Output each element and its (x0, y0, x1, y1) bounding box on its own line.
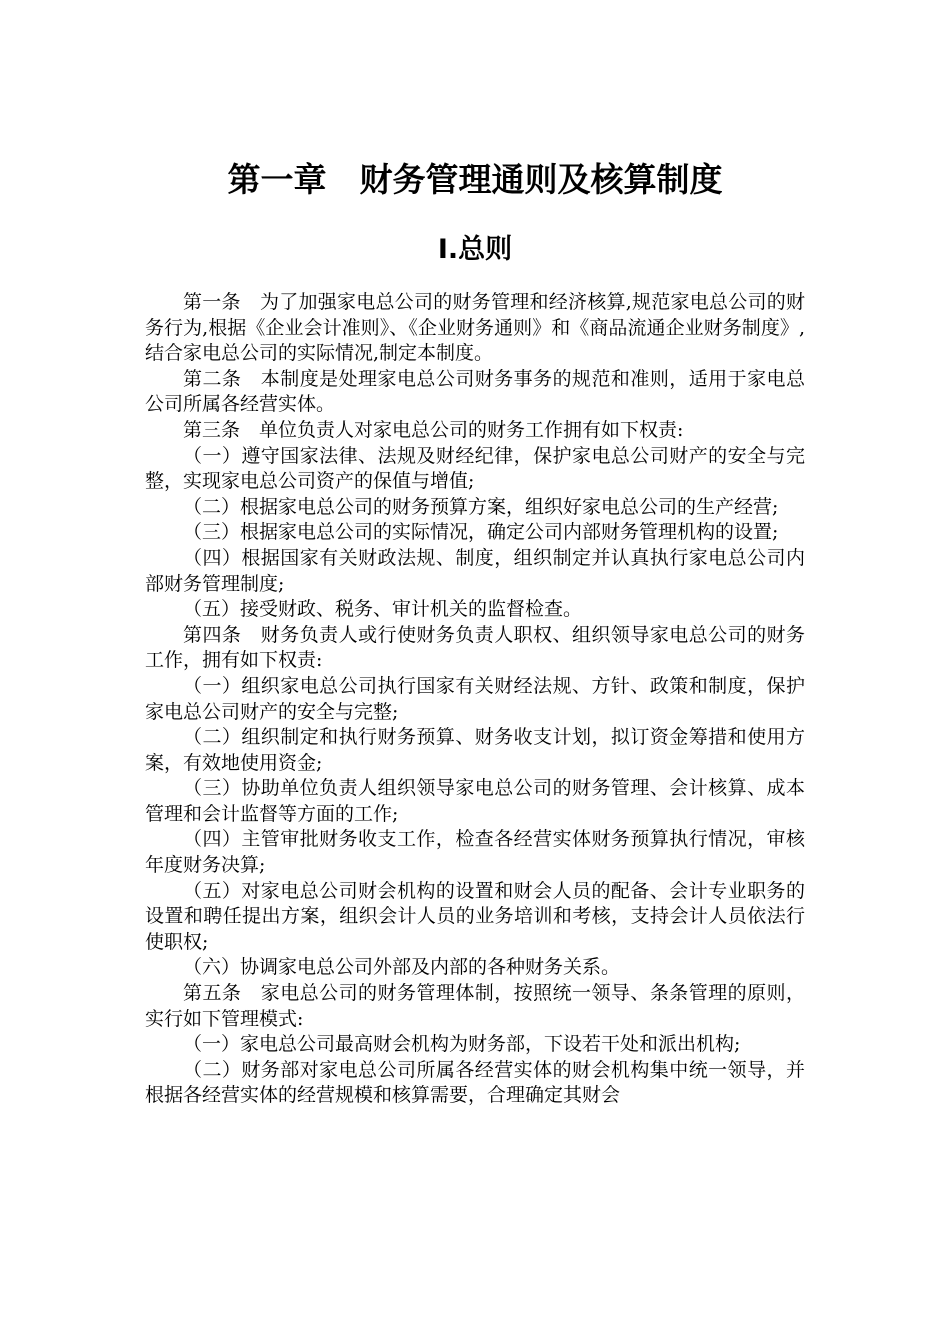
paragraph: 第三条 单位负责人对家电总公司的财务工作拥有如下权责: (183, 418, 684, 441)
paragraph: （五）接受财政、税务、审计机关的监督检查。 (183, 598, 583, 621)
paragraph: 第二条 本制度是处理家电总公司财务事务的规范和准则，适用于家电总公司所属各经营实体。 (145, 367, 805, 416)
paragraph: （三）根据家电总公司的实际情况，确定公司内部财务管理机构的设置; (183, 521, 779, 544)
paragraph: （一）家电总公司最高财会机构为财务部，下设若干处和派出机构; (183, 1033, 741, 1056)
paragraph: （二）财务部对家电总公司所属各经营实体的财会机构集中统一领导，并根据各经营实体的经营规模和核算需要，合理确定其财会 (145, 1058, 805, 1107)
paragraph: （三）协助单位负责人组织领导家电总公司的财务管理、会计核算、成本管理和会计监督等方面的工作; (145, 777, 805, 825)
paragraph: 第五条 家电总公司的财务管理体制，按照统一领导、条条管理的原则，实行如下管理模式: (145, 982, 805, 1030)
document-body (145, 290, 805, 1109)
paragraph: （一）遵守国家法律、法规及财经纪律，保护家电总公司财产的安全与完整，实现家电总公司资产的保值与增值; (145, 444, 805, 493)
paragraph: （一）组织家电总公司执行国家有关财经法规、方针、政策和制度，保护家电总公司财产的安全与完整; (145, 674, 805, 723)
chapter-title: 第一章 财务管理通则及核算制度 (227, 160, 723, 199)
paragraph: 第四条 财务负责人或行使财务负责人职权、组织领导家电总公司的财务工作，拥有如下权责: (145, 623, 805, 672)
paragraph: 第一条 为了加强家电总公司的财务管理和经济核算,规范家电总公司的财务行为,根据《企业会计准则》、《企业财务通则》和《商品流通企业财务制度》,结合家电总公司的实际情况,制定本制度。 (145, 291, 805, 365)
paragraph: （四）根据国家有关财政法规、制度，组织制定并认真执行家电总公司内部财务管理制度; (145, 546, 805, 595)
paragraph: （二）组织制定和执行财务预算、财务收支计划，拟订资金筹措和使用方案，有效地使用资金; (145, 726, 805, 774)
paragraph: （二）根据家电总公司的财务预算方案，组织好家电总公司的生产经营; (183, 495, 779, 518)
paragraph: （五）对家电总公司财会机构的设置和财会人员的配备、会计专业职务的设置和聘任提出方案，组织会计人员的业务培训和考核，支持会计人员依法行使职权; (145, 879, 805, 953)
paragraph: （四）主管审批财务收支工作，检查各经营实体财务预算执行情况，审核年度财务决算; (145, 828, 805, 877)
section-title: Ⅰ.总则 (437, 234, 513, 265)
paragraph: （六）协调家电总公司外部及内部的各种财务关系。 (183, 956, 621, 979)
